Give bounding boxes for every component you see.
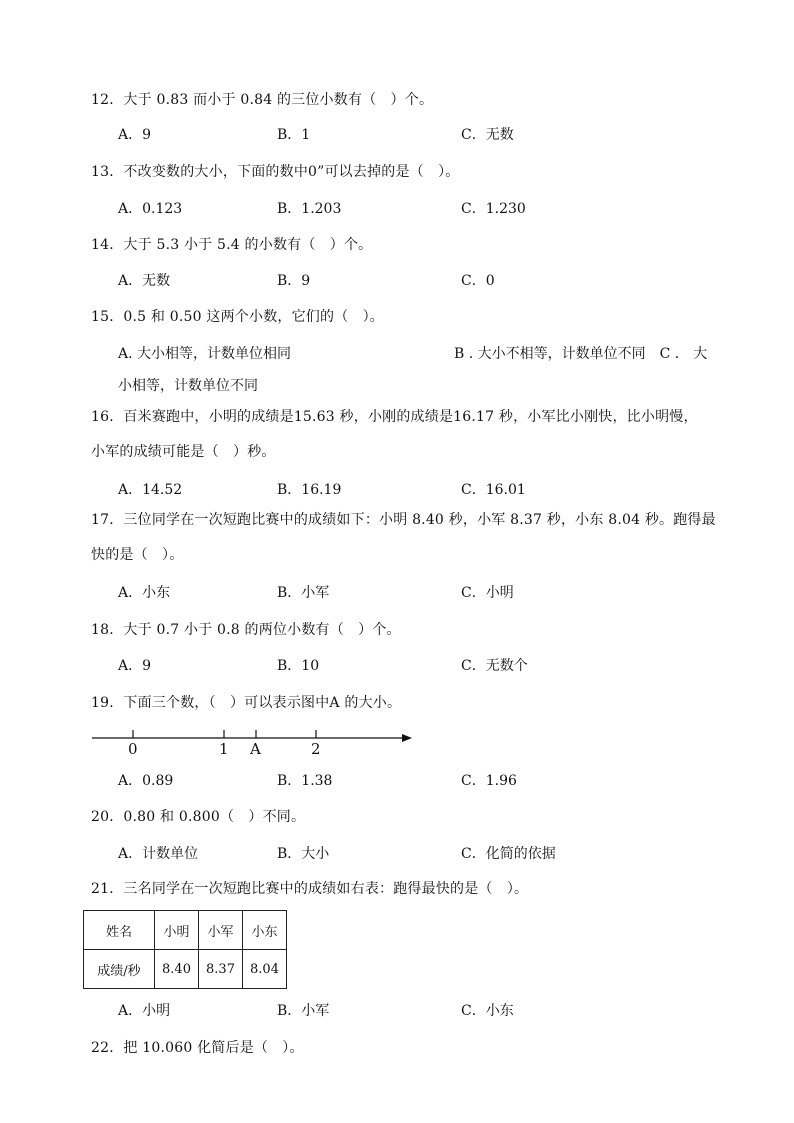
- question-13-stem: 13．不改变数的大小，下面的数中0”可以去掉的是（ ）。: [91, 164, 460, 180]
- question-15-stem: 15．0.5 和 0.50 这两个小数，它们的（ ）。: [91, 309, 385, 325]
- question-15-option-a: A. 大小相等，计数单位相同: [118, 346, 292, 362]
- table-cell: 小军: [199, 911, 243, 950]
- question-15-option-b: B . 大小不相等，计数单位不同 C ． 大: [454, 346, 708, 362]
- table-cell: 8.40: [155, 950, 199, 989]
- question-19-stem: 19．下面三个数，（ ）可以表示图中A 的大小。: [91, 695, 402, 711]
- question-12-option-b: B．1: [277, 127, 311, 143]
- question-22-stem: 22．把 10.060 化简后是（ ）。: [91, 1040, 304, 1056]
- table-cell: 8.04: [243, 950, 287, 989]
- question-18-option-c: C．无数个: [461, 658, 528, 674]
- question-20-option-c: C．化简的依据: [461, 846, 556, 862]
- number-line-label-2: 2: [311, 740, 321, 758]
- number-line-label-a: A: [250, 740, 261, 758]
- question-21-option-a: A．小明: [118, 1003, 171, 1019]
- number-line-label-1: 1: [219, 740, 229, 758]
- question-14-option-a: A．无数: [118, 273, 171, 289]
- scores-table: [83, 910, 287, 989]
- table-cell: 小明: [155, 911, 199, 950]
- question-13-option-a: A．0.123: [118, 201, 183, 217]
- table-header-row: [84, 911, 287, 950]
- table-cell: 姓名: [84, 911, 155, 950]
- table-cell: 成绩/秒: [84, 950, 155, 989]
- question-17-option-a: A．小东: [118, 585, 171, 601]
- question-20-option-b: B．大小: [277, 846, 330, 862]
- question-17-stem-line2: 快的是（ ）。: [91, 547, 184, 563]
- question-21-stem: 21．三名同学在一次短跑比赛中的成绩如右表：跑得最快的是（ ）。: [91, 881, 529, 897]
- question-17-option-c: C．小明: [461, 585, 514, 601]
- question-12-option-c: C．无数: [461, 127, 514, 143]
- number-line-label-0: 0: [128, 740, 138, 758]
- question-16-option-b: B．16.19: [277, 482, 342, 498]
- question-12-stem: 12．大于 0.83 而小于 0.84 的三位小数有（ ）个。: [91, 92, 434, 108]
- question-17-stem: 17．三位同学在一次短跑比赛中的成绩如下：小明 8.40 秒，小军 8.37 秒，小东 8.04 秒。跑得最: [91, 512, 716, 528]
- question-13-option-c: C．1.230: [461, 201, 526, 217]
- question-17-option-b: B．小军: [277, 585, 330, 601]
- table-row: [84, 950, 287, 989]
- question-16-stem: 16．百米赛跑中，小明的成绩是15.63 秒，小刚的成绩是16.17 秒，小军比小刚快，比小明慢，: [91, 409, 698, 425]
- question-18-option-a: A．9: [118, 658, 152, 674]
- question-21-option-b: B．小军: [277, 1003, 330, 1019]
- question-20-stem: 20．0.80 和 0.800（ ）不同。: [91, 809, 306, 825]
- question-18-option-b: B．10: [277, 658, 320, 674]
- question-12-option-a: A．9: [118, 127, 152, 143]
- question-18-stem: 18．大于 0.7 小于 0.8 的两位小数有（ ）个。: [91, 622, 401, 638]
- question-14-option-c: C．0: [461, 273, 495, 289]
- question-15-option-continued: 小相等，计数单位不同: [118, 378, 258, 394]
- question-19-option-a: A．0.89: [118, 773, 174, 789]
- question-16-stem-line2: 小军的成绩可能是（ ）秒。: [91, 444, 276, 460]
- question-19-option-b: B．1.38: [277, 773, 333, 789]
- table-cell: 小东: [243, 911, 287, 950]
- question-16-option-c: C．16.01: [461, 482, 526, 498]
- number-line: [88, 724, 418, 758]
- question-13-option-b: B．1.203: [277, 201, 342, 217]
- question-16-option-a: A．14.52: [118, 482, 183, 498]
- question-14-stem: 14．大于 5.3 小于 5.4 的小数有（ ）个。: [91, 237, 373, 253]
- question-14-option-b: B．9: [277, 273, 311, 289]
- question-19-option-c: C．1.96: [461, 773, 517, 789]
- question-20-option-a: A．计数单位: [118, 846, 199, 862]
- table-cell: 8.37: [199, 950, 243, 989]
- question-21-option-c: C．小东: [461, 1003, 514, 1019]
